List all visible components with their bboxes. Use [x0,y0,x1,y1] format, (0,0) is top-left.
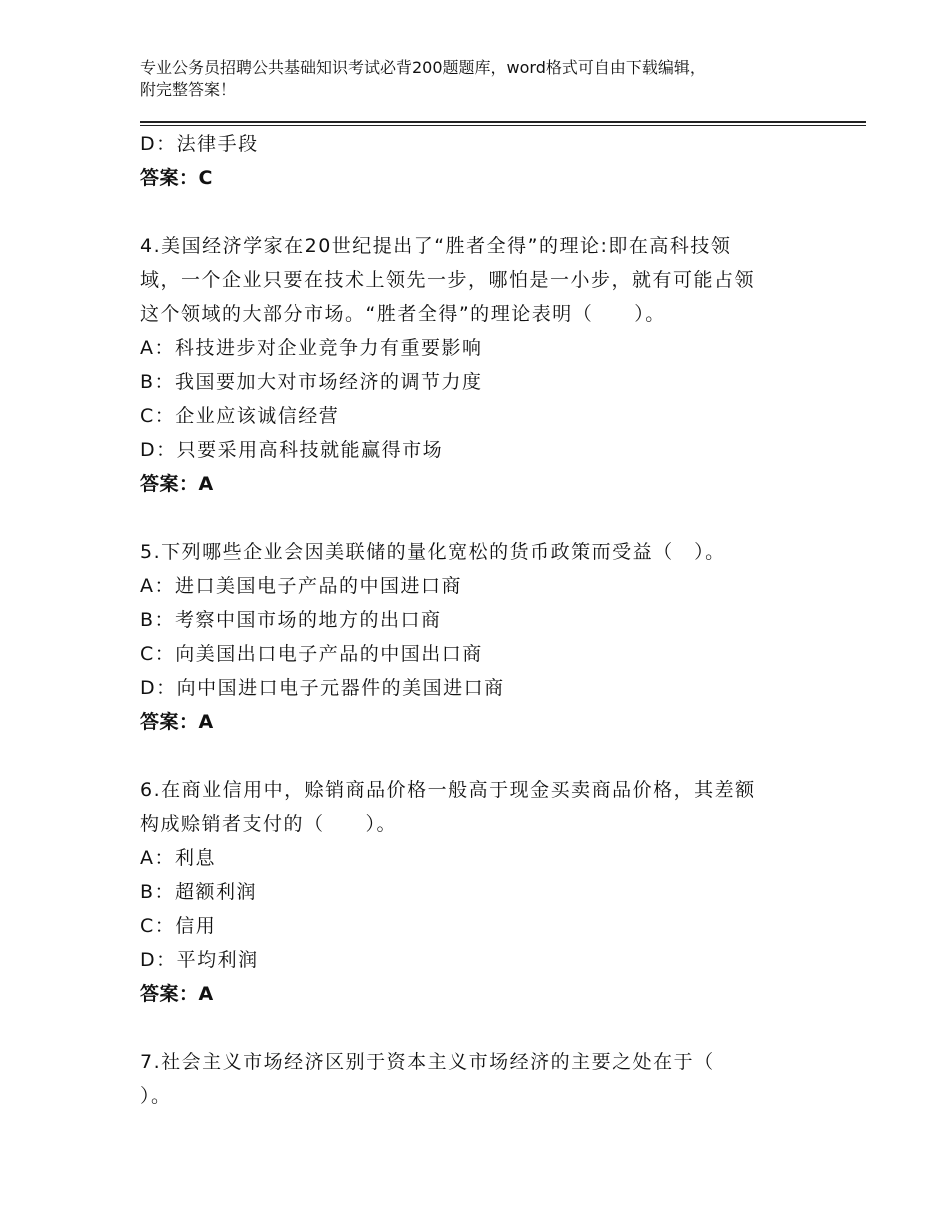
q7-stem-line-2: ）。 [140,1085,172,1107]
q6-option-b: B：超额利润 [140,881,258,903]
q5-answer: 答案：A [140,711,214,733]
q5-option-d: D：向中国进口电子元器件的美国进口商 [140,677,505,699]
spacer [140,1011,820,1045]
q4-option-c: C：企业应该诚信经营 [140,405,340,427]
q5-option-b: B：考察中国市场的地方的出口商 [140,609,442,631]
question-list [140,127,820,1113]
q3-option-d: D：法律手段 [140,133,259,155]
header-line-2: 附完整答案！ [140,80,237,99]
header-divider-thick [140,121,866,123]
q4-stem-line-1: 4.美国经济学家在20世纪提出了“胜者全得”的理论:即在高科技领 [140,235,732,257]
header-line-1: 专业公务员招聘公共基础知识考试必背200题题库，word格式可自由下载编辑， [140,58,706,77]
q5-option-a: A：进口美国电子产品的中国进口商 [140,575,462,597]
q4-answer: 答案：A [140,473,214,495]
question-4 [140,229,820,501]
document-header [140,57,840,101]
question-3 [140,127,820,195]
q6-stem-line-1: 6.在商业信用中，赊销商品价格一般高于现金买卖商品价格，其差额 [140,779,756,801]
q6-answer: 答案：A [140,983,214,1005]
q4-stem-line-2: 域，一个企业只要在技术上领先一步，哪怕是一小步，就有可能占领 [140,269,756,291]
q4-stem-line-3: 这个领域的大部分市场。“胜者全得”的理论表明（ ）。 [140,303,666,325]
q3-answer: 答案：C [140,167,213,189]
q6-option-a: A：利息 [140,847,216,869]
q7-stem-line-1: 7.社会主义市场经济区别于资本主义市场经济的主要之处在于（ [140,1051,715,1073]
q5-stem-line-1: 5.下列哪些企业会因美联储的量化宽松的货币政策而受益（ ）。 [140,541,726,563]
header-divider-thin [140,125,866,126]
spacer [140,739,820,773]
q4-option-d: D：只要采用高科技就能赢得市场 [140,439,444,461]
q4-option-a: A：科技进步对企业竞争力有重要影响 [140,337,483,359]
q6-option-c: C：信用 [140,915,217,937]
question-5 [140,535,820,739]
q6-stem-line-2: 构成赊销者支付的（ ）。 [140,813,398,835]
q6-option-d: D：平均利润 [140,949,259,971]
spacer [140,195,820,229]
spacer [140,501,820,535]
q5-option-c: C：向美国出口电子产品的中国出口商 [140,643,483,665]
question-7 [140,1045,820,1113]
q4-option-b: B：我国要加大对市场经济的调节力度 [140,371,483,393]
question-6 [140,773,820,1011]
